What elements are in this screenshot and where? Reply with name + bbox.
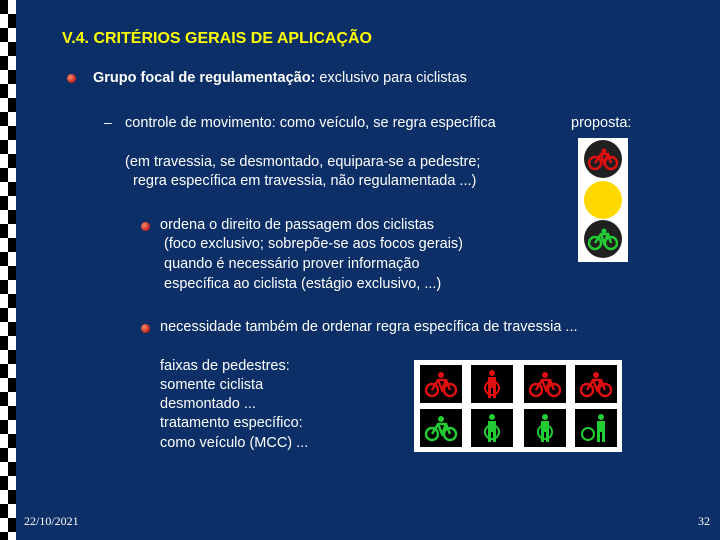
dismounted-cyclist-icon: [528, 412, 562, 444]
footer-date: 22/10/2021: [24, 514, 79, 528]
red-walking-cyclist-signal: [471, 365, 513, 403]
bicycle-icon: [424, 368, 458, 400]
bullet-icon: [141, 324, 150, 333]
bullet-right-of-way-line-4: específica ao ciclista (estágio exclusivo, ...): [164, 276, 442, 292]
bullet-icon: [141, 222, 150, 231]
green-walking-cyclist-signal: [575, 409, 617, 447]
crossing-line-4: tratamento específico:: [160, 415, 303, 431]
bullet-crossing-rule: necessidade também de ordenar regra específica de travessia ...: [160, 319, 578, 335]
bullet-right-of-way-line-2: (foco exclusivo; sobrepõe-se aos focos gerais): [164, 236, 464, 252]
green-bicycle-signal: [420, 409, 462, 447]
crossing-line-5: como veículo (MCC) ...: [160, 435, 309, 451]
crossing-signals-image: [414, 360, 622, 452]
dismounted-cyclist-icon: [475, 412, 509, 444]
green-walking-cyclist-signal: [471, 409, 513, 447]
green-bicycle-lamp: [584, 220, 622, 258]
page-number: 32: [698, 514, 710, 528]
green-walking-cyclist-signal: [524, 409, 566, 447]
bicycle-icon: [528, 368, 562, 400]
crossing-line-1: faixas de pedestres:: [160, 358, 290, 374]
bullet-focal-group-bold: Grupo focal de regulamentação:: [93, 70, 316, 86]
bullet-right-of-way-line-1: ordena o direito de passagem dos ciclistas: [160, 217, 435, 233]
cyclist-traffic-light-image: [578, 138, 628, 262]
bicycle-icon: [588, 227, 618, 251]
bullet-focal-group: [93, 69, 467, 88]
decorative-edge-strip: [0, 0, 16, 540]
paren-line-1: (em travessia, se desmontado, equipara-se a pedestre;: [125, 154, 481, 170]
red-bicycle-signal: [575, 365, 617, 403]
bullet-right-of-way-line-3: quando é necessário prover informação: [164, 256, 420, 272]
bullet-focal-group-rest: exclusivo para ciclistas: [319, 70, 467, 86]
sub-movement-control: controle de movimento: como veículo, se regra específica: [125, 115, 496, 131]
paren-line-2: regra específica em travessia, não regulamentada ...): [133, 173, 477, 189]
bullet-icon: [67, 74, 76, 83]
red-bicycle-signal: [420, 365, 462, 403]
bicycle-icon: [588, 147, 618, 171]
dismounted-cyclist-icon: [475, 368, 509, 400]
crossing-line-3: desmontado ...: [160, 396, 256, 412]
yellow-lamp: [584, 181, 622, 219]
red-bicycle-signal: [524, 365, 566, 403]
dismounted-cyclist-icon: [579, 412, 613, 444]
crossing-line-2: somente ciclista: [160, 377, 264, 393]
red-bicycle-lamp: [584, 140, 622, 178]
dash-icon: –: [104, 114, 112, 130]
proposal-label: proposta:: [571, 115, 632, 131]
slide-title: V.4. CRITÉRIOS GERAIS DE APLICAÇÃO: [62, 30, 372, 47]
bicycle-icon: [424, 412, 458, 444]
bicycle-icon: [579, 368, 613, 400]
